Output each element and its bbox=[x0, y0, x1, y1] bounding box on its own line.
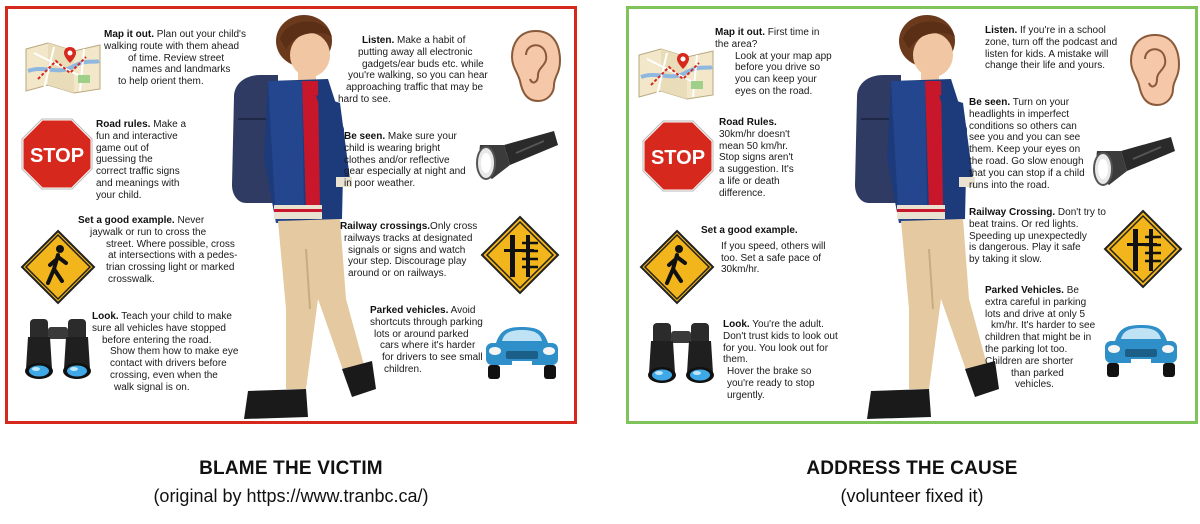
car-icon bbox=[1101, 319, 1181, 381]
stop-sign-icon bbox=[20, 117, 94, 191]
tip-railway-crossings: Railway crossings.Only cross railways tracks at designated signals or signs and watch your step. Discourage play around or on railways. bbox=[340, 221, 478, 280]
infographic-fixed bbox=[626, 6, 1198, 424]
ear-icon bbox=[1127, 31, 1183, 109]
tip-map-it-out: Map it out. First time in the area? Look at your map app before you drive so you can keep your eyes on the road. bbox=[715, 27, 832, 97]
caption-left-heading: BLAME THE VICTIM bbox=[199, 458, 383, 479]
flashlight-icon bbox=[1091, 133, 1177, 191]
binoculars-icon bbox=[22, 315, 94, 381]
map-icon bbox=[24, 39, 102, 95]
tip-parked-vehicles: Parked Vehicles. Be extra careful in parking lots and drive at only 5 km/hr. It's harder to see children that might be in the parking lot too. Children are shorter than parked vehicles. bbox=[985, 285, 1096, 391]
stop-sign-text: STOP bbox=[650, 147, 706, 169]
tip-be-seen: Be seen. Make sure your child is wearing bright clothes and/or reflective gear especially at night and in poor weather. bbox=[344, 131, 466, 190]
tip-railway-crossing: Railway Crossing. Don't try to beat trains. Or red lights. Speeding up unexpectedly is dangerous. Play it safe by taking it slow. bbox=[969, 207, 1106, 266]
tip-parked-vehicles: Parked vehicles. Avoid shortcuts through parking lots or around parked cars where it's harder for drivers to see small children. bbox=[370, 305, 483, 375]
binoculars-icon bbox=[645, 319, 717, 385]
tip-road-rules: Road Rules. 30km/hr doesn't mean 50 km/hr. Stop signs aren't a suggestion. It's a life or death difference. bbox=[719, 117, 794, 199]
tip-set-good-example: Set a good example. If you speed, others will too. Set a safe pace of 30km/hr. bbox=[701, 225, 826, 276]
tip-be-seen: Be seen. Turn on your headlights in imperfect conditions so others can see you and you can see them. Keep your eyes on the road. Go slow enough that you can stop if a child runs into the road. bbox=[969, 97, 1085, 191]
caption-left-source: (original by https://www.tranbc.ca/) bbox=[153, 486, 429, 506]
tip-title: Map it out. bbox=[104, 29, 154, 40]
tip-look: Look. You're the adult. Don't trust kids to look out for you. You look out for them. Hover the brake so you're ready to stop urgently. bbox=[723, 319, 838, 401]
caption-left bbox=[11, 458, 571, 507]
tip-listen: Listen. If you're in a school zone, turn off the podcast and listen for kids. A mistake will change their life and yours. bbox=[985, 25, 1118, 72]
tip-road-rules: Road rules. Make a fun and interactive game out of guessing the correct traffic signs and meanings with your child. bbox=[96, 119, 187, 201]
car-icon bbox=[482, 321, 562, 383]
railway-sign-icon bbox=[480, 215, 560, 295]
tip-look: Look. Teach your child to make sure all vehicles have stopped before entering the road. Show them how to make eye contact with drivers before crossing, even when the walk signal is on. bbox=[92, 311, 239, 393]
caption-right-heading: ADDRESS THE CAUSE bbox=[806, 458, 1018, 479]
infographic-original bbox=[5, 6, 577, 424]
map-icon bbox=[637, 45, 715, 101]
caption-right bbox=[632, 458, 1192, 507]
ear-icon bbox=[508, 27, 564, 105]
tip-listen: Listen. Make a habit of putting away all electronic gadgets/ear buds etc. while you're walking, so you can hear approaching traffic that may be hard to see. bbox=[338, 35, 488, 105]
stop-sign-icon bbox=[641, 119, 715, 193]
caption-right-note: (volunteer fixed it) bbox=[840, 486, 984, 506]
tip-set-good-example: Set a good example. Never jaywalk or run to cross the street. Where possible, cross at intersections with a pedes- trian crossing light or marked crosswalk. bbox=[78, 215, 238, 285]
flashlight-icon bbox=[474, 127, 560, 185]
railway-sign-icon bbox=[1103, 209, 1183, 289]
stop-sign-text: STOP bbox=[29, 145, 85, 167]
tip-map-it-out: Map it out. Plan out your child's walking route with them ahead of time. Review street names and landmarks to help orient them. bbox=[104, 29, 246, 88]
